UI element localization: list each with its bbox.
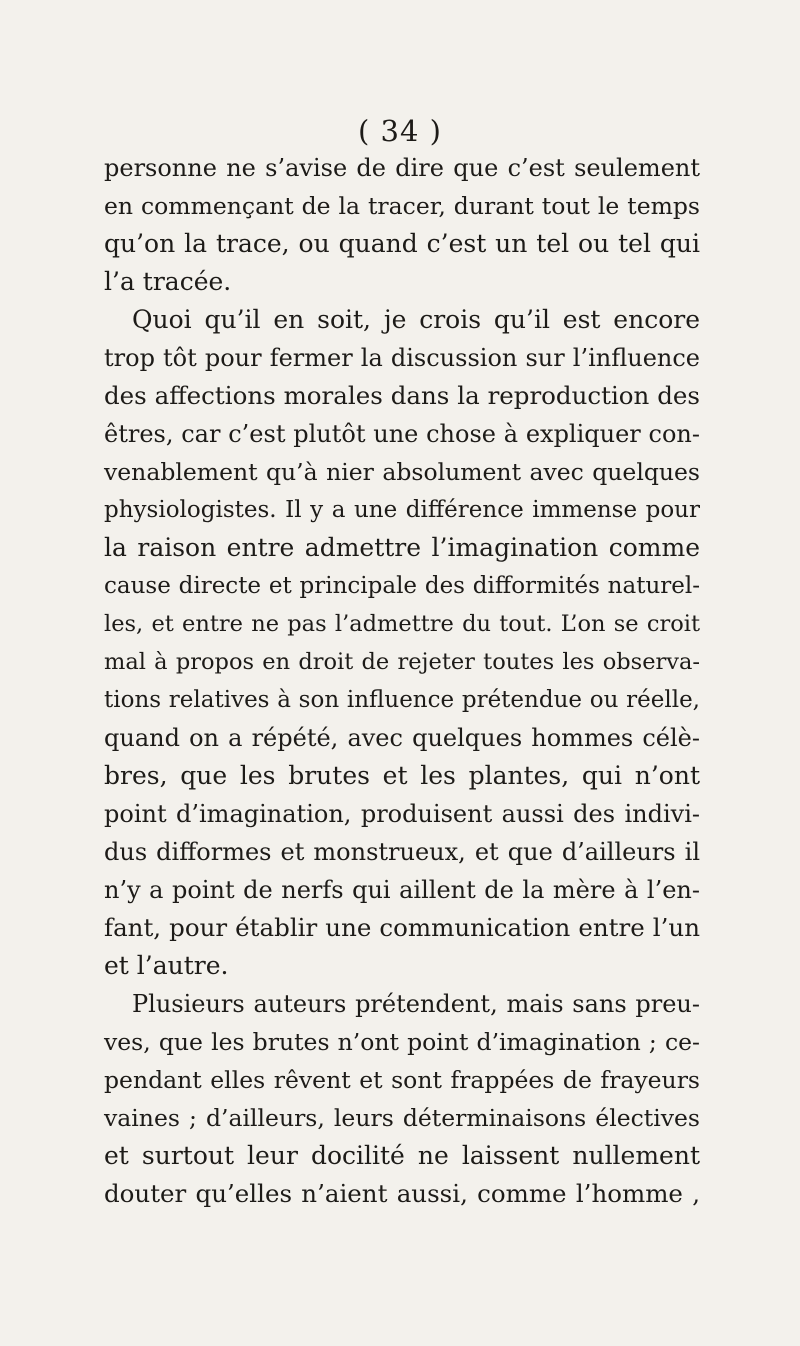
text-line: pendant elles rêvent et sont frappées de frayeurs (104, 1066, 700, 1094)
text-line: l’a tracée. (104, 267, 232, 296)
text-line: cause directe et principale des difformités naturel- (104, 573, 700, 599)
text-line: quand on a répété, avec quelques hommes célè- (104, 724, 700, 752)
text-line: mal à propos en droit de rejeter toutes les observa- (104, 649, 700, 675)
text-line: venablement qu’à nier absolument avec quelques (104, 458, 700, 486)
text-line: et surtout leur docilité ne laissent nullement (104, 1141, 700, 1170)
text-line: la raison entre admettre l’imagination comme (104, 533, 700, 562)
text-line: des affections morales dans la reproduction des (104, 381, 700, 410)
text-line: Quoi qu’il en soit, je crois qu’il est encore (132, 305, 700, 334)
text-line: tions relatives à son influence prétendue ou réelle, (104, 687, 700, 713)
text-line: êtres, car c’est plutôt une chose à expliquer con- (104, 420, 700, 448)
text-line: ves, que les brutes n’ont point d’imagination ; ce- (104, 1028, 700, 1056)
text-line: n’y a point de nerfs qui aillent de la mère à l’en- (104, 876, 700, 904)
text-line: les, et entre ne pas l’admettre du tout. L’on se croit (104, 611, 700, 637)
text-line: personne ne s’avise de dire que c’est seulement (104, 154, 700, 182)
text-line: vaines ; d’ailleurs, leurs déterminaisons électives (104, 1104, 700, 1132)
text-line: douter qu’elles n’aient aussi, comme l’homme , (104, 1179, 700, 1208)
text-line: trop tôt pour fermer la discussion sur l’influence (104, 344, 700, 372)
page-number: ( 34 ) (358, 114, 442, 148)
text-line: et l’autre. (104, 951, 229, 980)
text-line: qu’on la trace, ou quand c’est un tel ou tel qui (104, 229, 700, 258)
text-line: point d’imagination, produisent aussi des indivi- (104, 800, 700, 828)
text-line: Plusieurs auteurs prétendent, mais sans preu- (132, 990, 700, 1018)
text-line: bres, que les brutes et les plantes, qui n’ont (104, 761, 700, 790)
text-line: physiologistes. Il y a une différence immense pour (104, 497, 700, 523)
text-line: fant, pour établir une communication entre l’un (104, 913, 700, 942)
text-line: dus difformes et monstrueux, et que d’ailleurs il (104, 838, 700, 866)
text-line: en commençant de la tracer, durant tout le temps (104, 192, 700, 220)
